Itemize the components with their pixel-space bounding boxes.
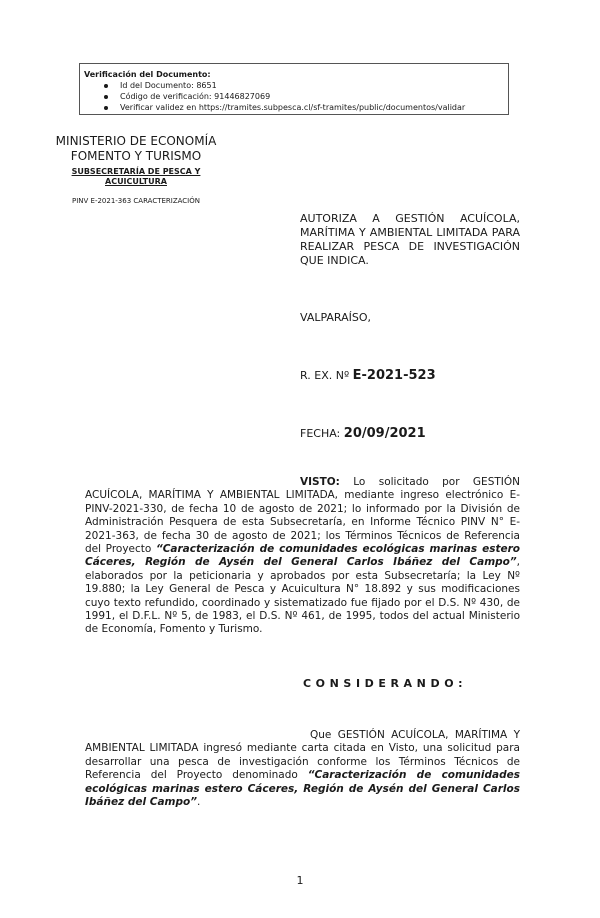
- project-title: “Caracterización de comunidades ecológicas marinas estero Cáceres, Región de Aysén del General Carlos Ibáñez del Campo”: [85, 543, 520, 569]
- bullet-icon: [104, 106, 108, 110]
- considerando-paragraph: Que GESTIÓN ACUÍCOLA, MARÍTIMA Y AMBIENTAL LIMITADA ingresó mediante carta citada en Visto, una solicitud para desarrollar una pesca de investigación conforme los Términos Técnicos de Referencia del Proyecto denominado “Caracterización de comunidades ecológicas marinas estero Cáceres, Región de Aysén del General Carlos Ibáñez del Campo”.: [85, 729, 520, 809]
- resolution-date: FECHA: 20/09/2021: [300, 426, 426, 441]
- verification-item: Código de verificación: 91446827069: [104, 91, 508, 102]
- verification-item: Id del Documento: 8651: [104, 80, 508, 91]
- verification-title: Verificación del Documento:: [84, 70, 211, 79]
- document-reference: PINV E-2021-363 CARACTERIZACIÓN: [71, 197, 200, 205]
- visto-label: VISTO:: [300, 476, 340, 488]
- verification-list: [84, 80, 508, 113]
- place: VALPARAÍSO,: [300, 311, 372, 324]
- verification-item: [104, 102, 508, 113]
- resolution-number: R. EX. Nº E-2021-523: [300, 368, 436, 383]
- page-number: 1: [296, 874, 304, 887]
- verification-box: [79, 63, 509, 115]
- bullet-icon: [104, 84, 108, 88]
- resolution-subject: AUTORIZA A GESTIÓN ACUÍCOLA, MARÍTIMA Y AMBIENTAL LIMITADA PARA REALIZAR PESCA DE INVESTIGACIÓN QUE INDICA.: [300, 212, 520, 267]
- subsecretaria-name: SUBSECRETARÍA DE PESCA Y ACUICULTURA: [71, 167, 201, 186]
- visto-paragraph: VISTO: Lo solicitado por GESTIÓN ACUÍCOLA, MARÍTIMA Y AMBIENTAL LIMITADA, mediante ingreso electrónico E-PINV-2021-330, de fecha 10 de agosto de 2021; lo informado por la División de Administración Pesquera de esta Subsecretaría, en Informe Técnico PINV N° E-2021-363, de fecha 30 de agosto de 2021; los Términos Técnicos de Referencia del Proyecto “Caracterización de comunidades ecológicas marinas estero Cáceres, Región de Aysén del General Carlos Ibáñez del Campo”, elaborados por la peticionaria y aprobados por esta Subsecretaría; la Ley Nº 19.880; la Ley General de Pesca y Acuicultura N° 18.892 y sus modificaciones cuyo texto refundido, coordinado y sistematizado fue fijado por el D.S. Nº 430, de 1991, el D.F.L. Nº 5, de 1983, el D.S. Nº 461, de 1995, todos del actual Ministerio de Economía, Fomento y Turismo.: [85, 476, 520, 636]
- considerando-heading: CONSIDERANDO:: [303, 677, 468, 690]
- ministry-name: MINISTERIO DE ECONOMÍA FOMENTO Y TURISMO: [55, 134, 217, 163]
- bullet-icon: [104, 95, 108, 99]
- project-title: “Caracterización de comunidades ecológicas marinas estero Cáceres, Región de Aysén del General Carlos Ibáñez del Campo”: [85, 769, 520, 809]
- verification-link[interactable]: Verificar validez en https://tramites.subpesca.cl/sf-tramites/public/documentos/validar: [120, 103, 466, 112]
